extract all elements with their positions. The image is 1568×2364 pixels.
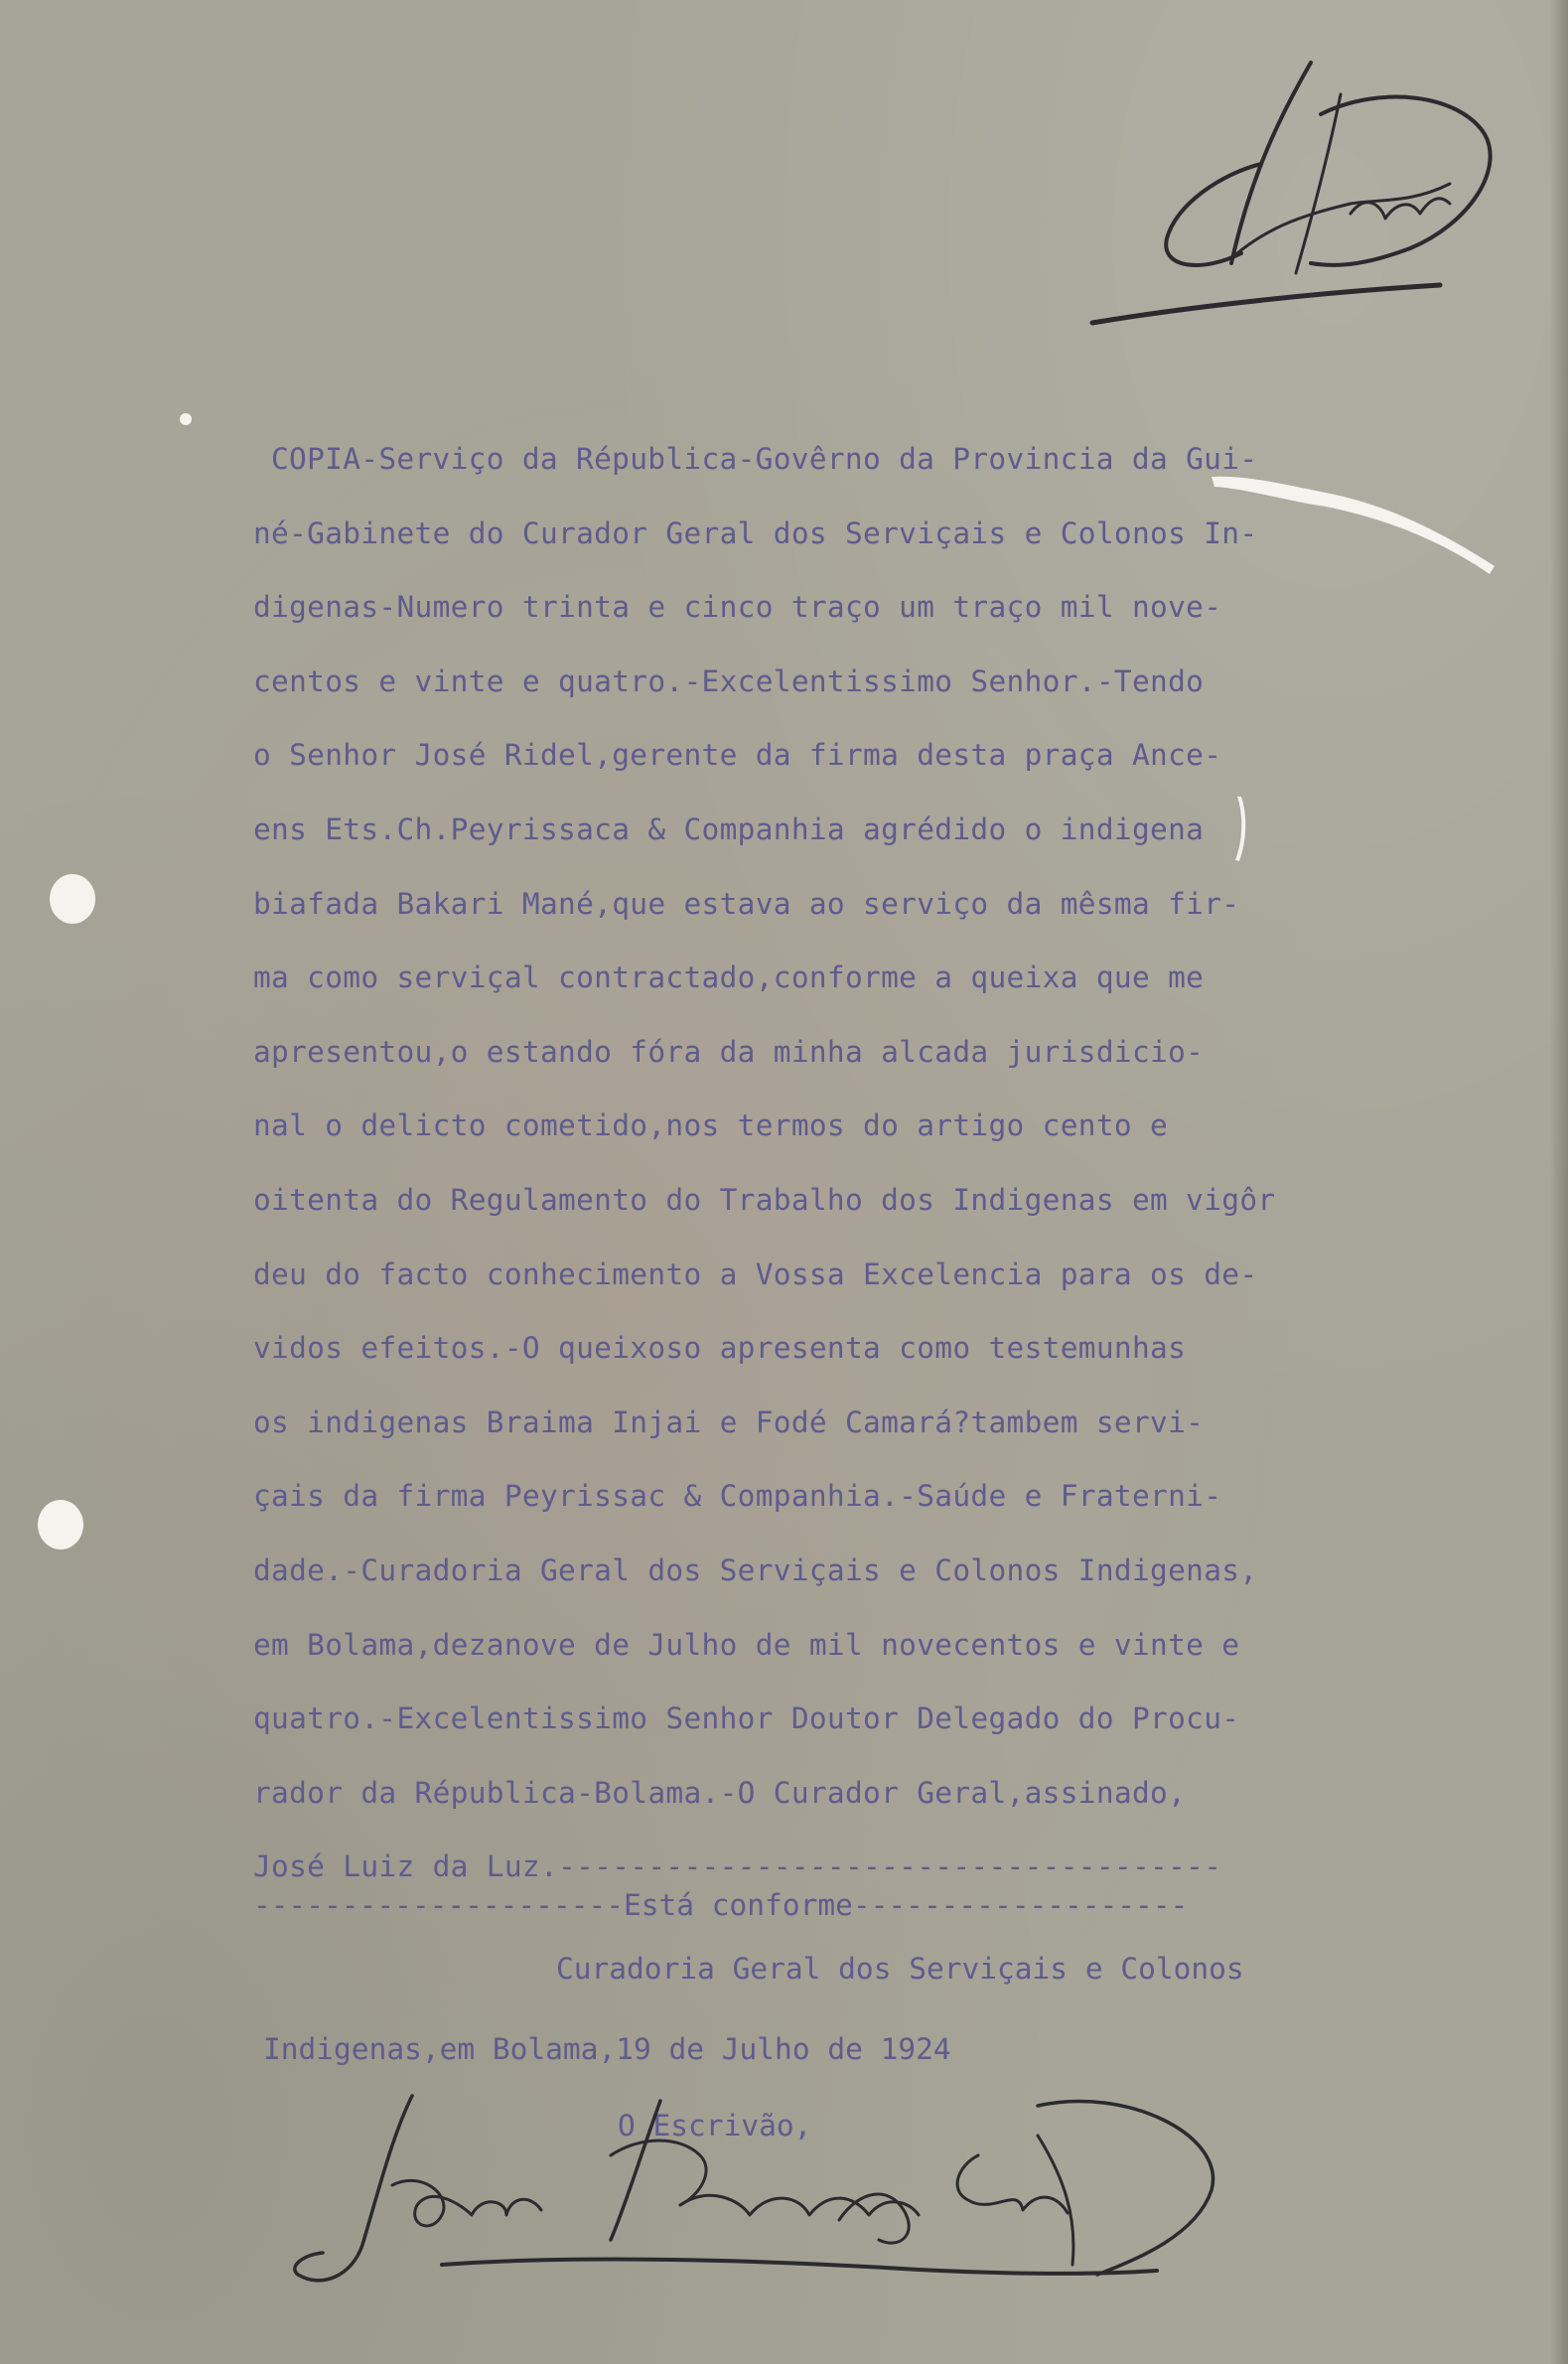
body-line: os indigenas Braima Injai e Fodé Camará?tambem servi- bbox=[253, 1404, 1205, 1439]
body-line: rador da Républica-Bolama.-O Curador Geral,assinado, bbox=[253, 1775, 1187, 1810]
body-line: nal o delicto cometido,nos termos do artigo cento e bbox=[253, 1108, 1169, 1143]
office-line: Curadoria Geral dos Serviçais e Colonos bbox=[556, 1952, 1244, 1986]
body-line: çais da firma Peyrissac & Companhia.-Saúde e Fraterni- bbox=[253, 1479, 1222, 1514]
body-line: vidos efeitos.-O queixoso apresenta como testemunhas bbox=[253, 1331, 1187, 1366]
body-line: José Luiz da Luz.------------------------------------- bbox=[253, 1849, 1222, 1884]
body-line: digenas-Numero trinta e cinco traço um traço mil nove- bbox=[253, 590, 1222, 625]
punch-hole-upper bbox=[50, 874, 95, 924]
body-line: centos e vinte e quatro.-Excelentissimo Senhor.-Tendo bbox=[253, 664, 1205, 698]
body-line: o Senhor José Ridel,gerente da firma desta praça Ance- bbox=[253, 738, 1222, 773]
body-line: deu do facto conhecimento a Vossa Excelencia para os de- bbox=[253, 1256, 1258, 1291]
top-signature bbox=[1082, 55, 1509, 343]
page-edge-shadow bbox=[1550, 0, 1568, 2364]
document-body bbox=[253, 422, 1395, 1904]
body-line: em Bolama,dezanove de Julho de mil novecentos e vinte e bbox=[253, 1627, 1240, 1662]
body-line: dade.-Curadoria Geral dos Serviçais e Colonos Indigenas, bbox=[253, 1552, 1258, 1587]
conformity-line: ---------------------Está conforme------------------- bbox=[253, 1888, 1189, 1922]
punch-hole-lower bbox=[38, 1500, 83, 1550]
body-line: apresentou,o estando fóra da minha alcada jurisdicio- bbox=[253, 1034, 1205, 1069]
body-line: ens Ets.Ch.Peyrissaca & Companhia agrédido o indigena bbox=[253, 812, 1205, 846]
body-line: ma como serviçal contractado,conforme a queixa que me bbox=[253, 960, 1205, 995]
body-line: quatro.-Excelentissimo Senhor Doutor Delegado do Procu- bbox=[253, 1701, 1240, 1736]
body-line: oitenta do Regulamento do Trabalho dos Indigenas em vigôr bbox=[253, 1182, 1276, 1217]
body-line: biafada Bakari Mané,que estava ao serviço da mêsma fir- bbox=[253, 886, 1240, 921]
place-date-line: Indigenas,em Bolama,19 de Julho de 1924 bbox=[263, 2032, 951, 2066]
paper-speck bbox=[180, 413, 192, 425]
clerk-signature bbox=[283, 2076, 1256, 2314]
body-line: né-Gabinete do Curador Geral dos Serviçais e Colonos In- bbox=[253, 516, 1258, 550]
body-line: COPIA-Serviço da Républica-Govêrno da Provincia da Gui- bbox=[271, 442, 1258, 476]
clerk-title: O Escrivão, bbox=[618, 2109, 812, 2142]
